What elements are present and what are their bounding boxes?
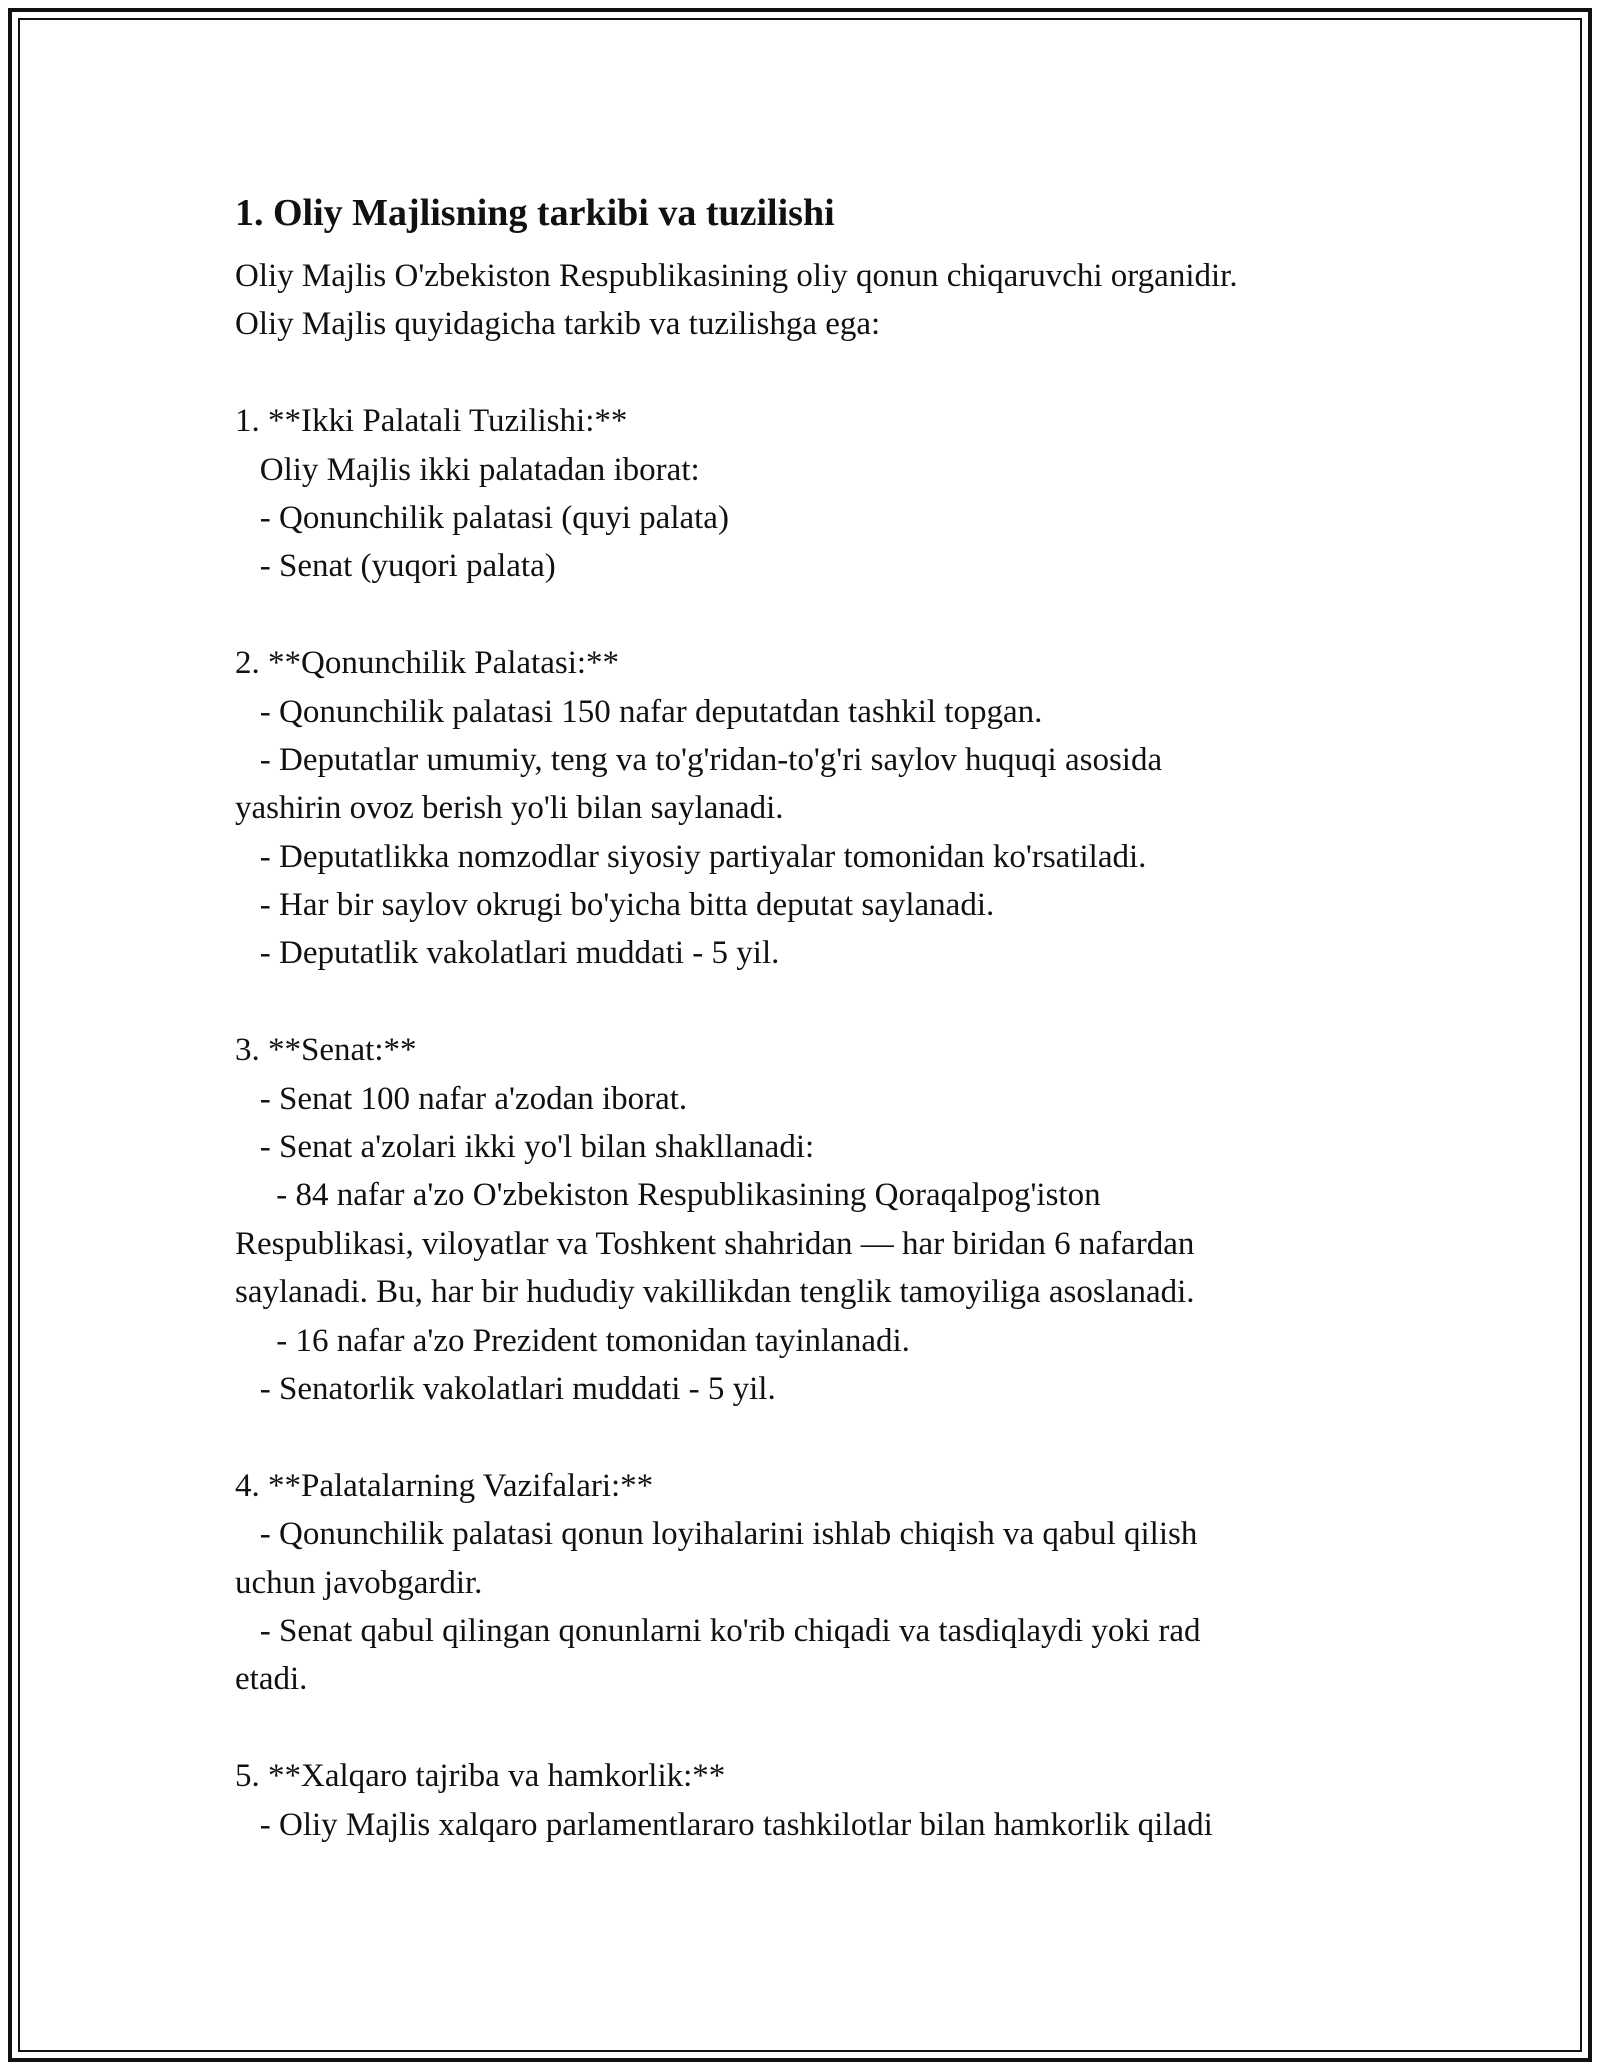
text-line: - Deputatlikka nomzodlar siyosiy partiyalar tomonidan ko'rsatiladi. [235, 838, 1147, 875]
blank-line [235, 591, 1395, 639]
text-line: Oliy Majlis quyidagicha tarkib va tuzilishga ega: [235, 306, 881, 343]
section-heading: 1. Oliy Majlisning tarkibi va tuzilishi [235, 192, 835, 234]
text-line: Respublikasi, viloyatlar va Toshkent shahridan — har biridan 6 nafardan [235, 1225, 1195, 1262]
document-text [235, 252, 1395, 1849]
text-line: saylanadi. Bu, har bir hududiy vakillikdan tenglik tamoyiliga asoslanadi. [235, 1274, 1195, 1311]
text-line: - Senatorlik vakolatlari muddati - 5 yil. [235, 1370, 776, 1407]
text-line: - Deputatlik vakolatlari muddati - 5 yil. [235, 935, 780, 972]
text-line: - Senat (yuqori palata) [235, 548, 556, 585]
blank-line [235, 1413, 1395, 1461]
text-line: - Qonunchilik palatasi qonun loyihalarini ishlab chiqish va qabul qilish [235, 1516, 1198, 1553]
text-line: etadi. [235, 1661, 308, 1698]
text-line: - Har bir saylov okrugi bo'yicha bitta deputat saylanadi. [235, 887, 995, 924]
text-line: 1. **Ikki Palatali Tuzilishi:** [235, 403, 628, 440]
text-line: Oliy Majlis O'zbekiston Respublikasining oliy qonun chiqaruvchi organidir. [235, 258, 1238, 294]
blank-line [235, 978, 1395, 1026]
text-line: - Qonunchilik palatasi 150 nafar deputatdan tashkil topgan. [235, 693, 1043, 730]
text-line: - Senat qabul qilingan qonunlarni ko'rib chiqadi va tasdiqlaydi yoki rad [235, 1612, 1201, 1649]
text-line: - Senat 100 nafar a'zodan iborat. [235, 1080, 688, 1117]
text-line: - 84 nafar a'zo O'zbekiston Respublikasining Qoraqalpog'iston [235, 1177, 1101, 1214]
blank-line [235, 1704, 1395, 1752]
text-line: 2. **Qonunchilik Palatasi:** [235, 645, 620, 682]
text-line: - Qonunchilik palatasi (quyi palata) [235, 499, 729, 536]
text-line: 5. **Xalqaro tajriba va hamkorlik:** [235, 1758, 726, 1795]
text-line: 4. **Palatalarning Vazifalari:** [235, 1467, 654, 1504]
text-line: 3. **Senat:** [235, 1032, 417, 1069]
text-line: yashirin ovoz berish yo'li bilan saylanadi. [235, 790, 784, 827]
text-line: Oliy Majlis ikki palatadan iborat: [235, 451, 700, 488]
text-line: - Deputatlar umumiy, teng va to'g'ridan-to'g'ri saylov huquqi asosida [235, 741, 1163, 778]
text-line: - 16 nafar a'zo Prezident tomonidan tayinlanadi. [235, 1322, 910, 1359]
text-line: - Senat a'zolari ikki yo'l bilan shakllanadi: [235, 1129, 815, 1166]
document-body [235, 186, 1395, 1849]
blank-line [235, 349, 1395, 397]
text-line: - Oliy Majlis xalqaro parlamentlararo tashkilotlar bilan hamkorlik qiladi [235, 1806, 1213, 1843]
text-line: uchun javobgardir. [235, 1564, 483, 1601]
